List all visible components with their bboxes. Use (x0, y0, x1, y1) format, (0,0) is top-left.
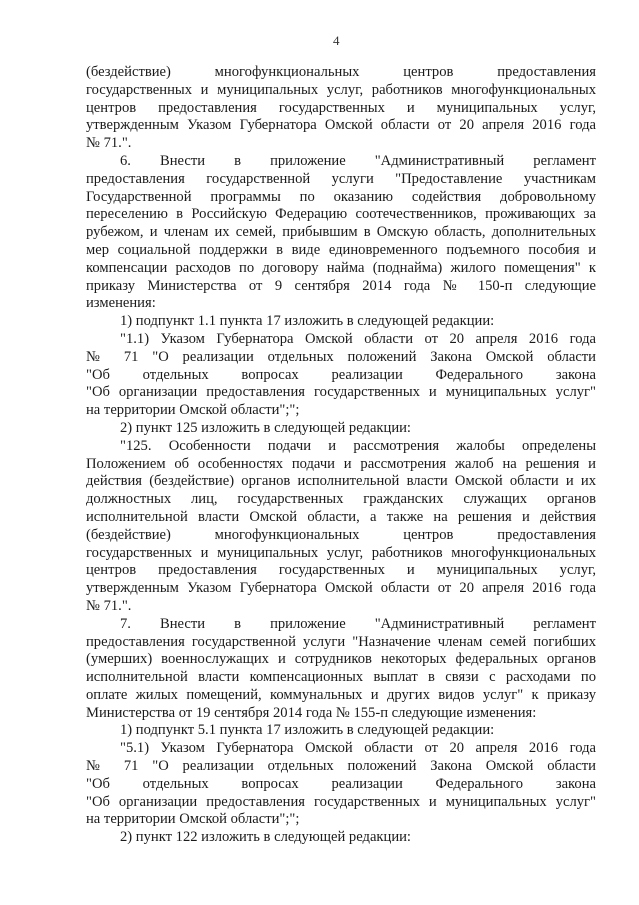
text-line: "Об отдельных вопросах реализации Федерального закона (86, 366, 596, 383)
text-line: исполнительной власти компенсационных выплат в связи с расходами по (86, 669, 596, 686)
text-line: "Об организации предоставления государственных и муниципальных услуг" (86, 793, 596, 810)
text-line: (бездействие) многофункциональных центров предоставления (86, 526, 596, 543)
text-line: Положением об особенностях подачи и рассмотрения жалоб на решения и (86, 455, 596, 472)
text-line: № 71 "О реализации отдельных положений Закона Омской области (86, 758, 596, 775)
text-line: Министерства от 19 сентября 2014 года № 155-п следующие изменения: (86, 704, 537, 721)
text-line: № 71.". (86, 597, 132, 614)
text-line: компенсации расходов по договору найма (поднайма) жилого помещения" к (86, 259, 596, 276)
text-line: предоставления государственной услуги "Предоставление участникам (86, 170, 596, 187)
text-line: (бездействие) многофункциональных центров предоставления (86, 64, 596, 80)
text-line: государственных и муниципальных услуг, работников многофункциональных (86, 544, 596, 561)
page-number: 4 (333, 33, 340, 48)
text-line: действия (бездействие) органов исполнительной власти Омской области и их (86, 473, 596, 490)
document-body (86, 64, 596, 847)
text-line: № 71 "О реализации отдельных положений Закона Омской области (86, 348, 596, 365)
text-line: предоставления государственной услуги "Назначение членам семей погибших (86, 633, 596, 650)
text-line: государственных и муниципальных услуг, работников многофункциональных (86, 81, 596, 98)
text-line: рубежом, и членам их семей, прибывшим в Омскую область, дополнительных (86, 224, 596, 241)
text-line: № 71.". (86, 135, 132, 152)
text-line: оплате жилых помещений, коммунальных и других видов услуг" к приказу (86, 686, 596, 703)
text-line: 2) пункт 122 изложить в следующей редакции: (120, 829, 411, 846)
text-line: исполнительной власти Омской области, а также на решения и действия (86, 508, 596, 525)
text-line: "Об организации предоставления государственных и муниципальных услуг" (86, 384, 596, 401)
text-line: утвержденным Указом Губернатора Омской области от 20 апреля 2016 года (86, 580, 596, 597)
text-line: "5.1) Указом Губернатора Омской области от 20 апреля 2016 года (120, 740, 596, 757)
text-line: центров предоставления государственных и муниципальных услуг, (86, 99, 596, 116)
text-line: 2) пункт 125 изложить в следующей редакции: (120, 419, 411, 436)
text-line: утвержденным Указом Губернатора Омской области от 20 апреля 2016 года (86, 117, 596, 134)
text-line: переселению в Российскую Федерацию соотечественников, проживающих за (86, 206, 596, 223)
text-line: Государственной программы по оказанию содействия добровольному (86, 188, 596, 205)
text-line: (умерших) военнослужащих и сотрудников некоторых федеральных органов (86, 651, 596, 668)
text-line: должностных лиц, государственных гражданских служащих органов (86, 491, 596, 508)
text-line: "1.1) Указом Губернатора Омской области от 20 апреля 2016 года (120, 330, 596, 347)
text-line: "Об отдельных вопросах реализации Федерального закона (86, 775, 596, 792)
text-line: на территории Омской области";"; (86, 811, 300, 828)
text-line: 1) подпункт 1.1 пункта 17 изложить в следующей редакции: (120, 313, 495, 330)
text-line: 6. Внести в приложение "Административный регламент (120, 152, 596, 169)
text-line: на территории Омской области";"; (86, 402, 300, 419)
text-line: "125. Особенности подачи и рассмотрения жалобы определены (120, 437, 596, 454)
text-line: центров предоставления государственных и муниципальных услуг, (86, 562, 596, 579)
text-line: 7. Внести в приложение "Административный регламент (120, 615, 596, 632)
text-line: изменения: (86, 295, 156, 312)
text-line: приказу Министерства от 9 сентября 2014 года № 150-п следующие (86, 277, 596, 294)
text-line: мер социальной поддержки в виде единовременного подъемного пособия и (86, 241, 596, 258)
text-line: 1) подпункт 5.1 пункта 17 изложить в следующей редакции: (120, 722, 495, 739)
